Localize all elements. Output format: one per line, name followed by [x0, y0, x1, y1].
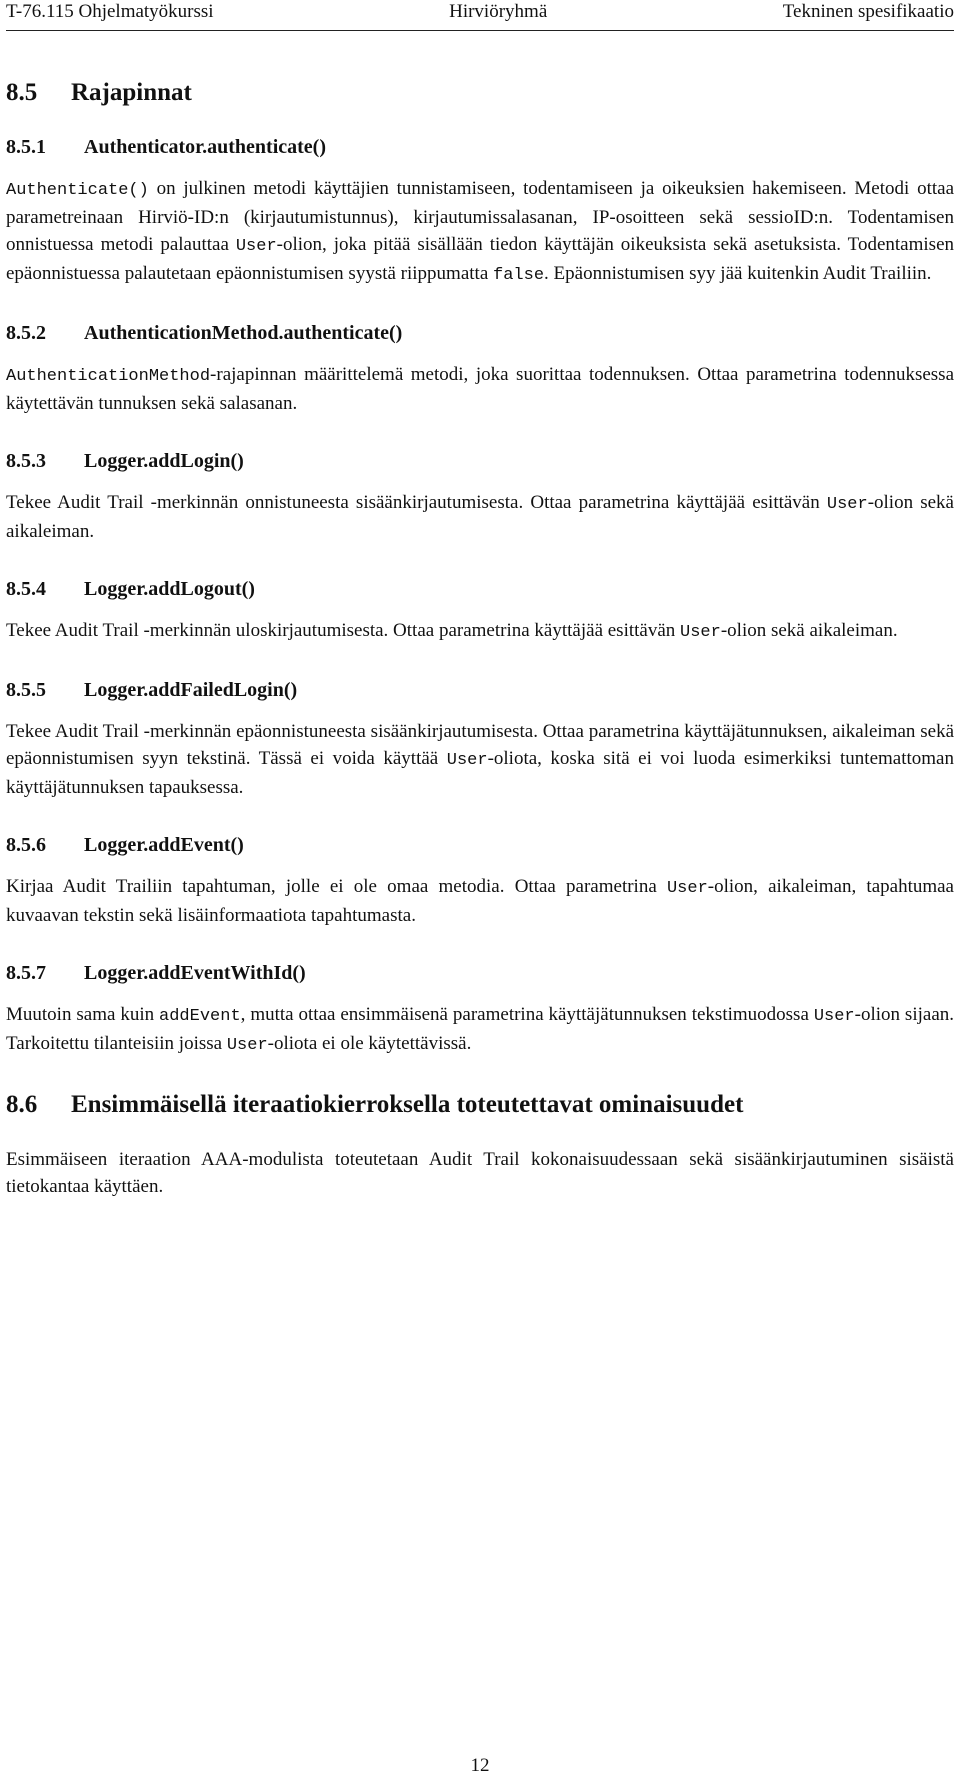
- header-doc-title: Tekninen spesifikaatio: [782, 1, 954, 22]
- text-span: , mutta ottaa ensimmäisenä parametrina käyttäjätunnuksen tekstimuodossa: [240, 1004, 814, 1025]
- subsection-heading: [6, 134, 954, 160]
- paragraph: [6, 175, 954, 289]
- section-heading: [6, 1090, 954, 1120]
- text-span: -oliota ei ole käytettävissä.: [267, 1033, 472, 1054]
- text-span: on julkinen metodi käyttäjien tunnistamiseen, todentamiseen ja oikeuksien hakemiseen. Metodi ottaa parametreinaan Hirviö-ID:n (kirjautumistunnus), kirjautumissalasanan, IP-osoitteen sekä sessioID:n. Todentamisen onnistuessa metodi palauttaa: [6, 178, 954, 255]
- text-span: -olion, aikaleiman, tapahtumaa kuvaavan tekstin sekä lisäinformaatiota tapahtumasta.: [6, 876, 954, 926]
- subsection-title: Logger.addEventWithId(): [84, 962, 306, 984]
- running-header: [6, 0, 954, 28]
- inline-code: User: [235, 237, 277, 256]
- text-span: -olion sijaan. Tarkoitettu tilanteisiin joissa: [6, 1004, 954, 1054]
- subsection-heading: [6, 677, 954, 703]
- paragraph: [6, 361, 954, 417]
- subsection-title: Logger.addLogin(): [84, 450, 244, 472]
- text-span: -oliota, koska sitä ei voi luoda esimerkiksi tuntemattoman käyttäjätunnuksen tapauksessa.: [6, 748, 954, 798]
- paragraph: [6, 617, 954, 646]
- subsection-title: Logger.addEvent(): [84, 834, 244, 856]
- header-group: Hirviöryhmä: [449, 1, 548, 22]
- text-span: Tekee Audit Trail -merkinnän onnistuneesta sisäänkirjautumisesta. Ottaa parametrina käyttäjää esittävän: [6, 492, 827, 513]
- inline-code: User: [826, 495, 868, 514]
- text-span: Tekee Audit Trail -merkinnän uloskirjautumisesta. Ottaa parametrina käyttäjää esittävän: [6, 620, 681, 641]
- header-rule: [6, 30, 954, 31]
- subsection-number: 8.5.2: [6, 322, 46, 344]
- section-number: 8.6: [6, 1091, 38, 1118]
- paragraph: [6, 489, 954, 545]
- subsection-heading: [6, 576, 954, 602]
- inline-code: User: [226, 1036, 268, 1055]
- subsection-heading: [6, 832, 954, 858]
- text-span: . Epäonnistumisen syy jää kuitenkin Audit Trailiin.: [544, 263, 932, 284]
- page-number: 12: [470, 1755, 490, 1776]
- text-span: Esimmäiseen iteraation AAA-modulista toteutetaan Audit Trail kokonaisuudessaan sekä sisäänkirjautuminen sisäistä tietokantaa käyttäen.: [6, 1149, 954, 1197]
- subsection-title: Logger.addLogout(): [84, 578, 255, 600]
- header-course: T-76.115 Ohjelmatyökurssi: [6, 1, 214, 22]
- subsection-number: 8.5.6: [6, 834, 46, 856]
- inline-code: User: [666, 879, 708, 898]
- text-span: Muutoin sama kuin: [6, 1004, 160, 1025]
- inline-code: AuthenticationMethod: [6, 367, 211, 386]
- section-title: Ensimmäisellä iteraatiokierroksella toteutettavat ominaisuudet: [71, 1091, 744, 1118]
- text-span: Kirjaa Audit Trailiin tapahtuman, jolle ei ole omaa metodia. Ottaa parametrina: [6, 876, 667, 897]
- subsection-title: AuthenticationMethod.authenticate(): [84, 322, 403, 344]
- paragraph: [6, 718, 954, 801]
- subsection-title: Logger.addFailedLogin(): [84, 679, 298, 701]
- text-span: -olion sekä aikaleiman.: [6, 492, 954, 542]
- subsection-number: 8.5.1: [6, 136, 46, 158]
- inline-code: Authenticate(): [6, 181, 149, 200]
- inline-code: User: [813, 1007, 855, 1026]
- inline-code: false: [493, 266, 545, 285]
- section-heading: [6, 78, 954, 108]
- text-span: -rajapinnan määrittelemä metodi, joka suorittaa todennuksen. Ottaa parametrina todennuksessa käytettävän tunnuksen sekä salasanan.: [6, 364, 954, 414]
- section-title: Rajapinnat: [71, 79, 192, 106]
- subsection-title: Authenticator.authenticate(): [84, 136, 327, 158]
- paragraph: [6, 873, 954, 929]
- subsection-number: 8.5.5: [6, 679, 46, 701]
- inline-code: addEvent: [159, 1007, 241, 1026]
- text-span: -olion sekä aikaleiman.: [720, 620, 898, 641]
- page-content: [6, 78, 954, 1231]
- paragraph: [6, 1146, 954, 1200]
- subsection-heading: [6, 960, 954, 986]
- section-number: 8.5: [6, 79, 38, 106]
- text-span: Tekee Audit Trail -merkinnän epäonnistuneesta sisäänkirjautumisesta. Ottaa parametrina käyttäjätunnuksen, aikaleiman sekä epäonnistumisen syyn tekstinä. Tässä ei voida käyttää: [6, 721, 954, 769]
- subsection-number: 8.5.4: [6, 578, 46, 600]
- inline-code: User: [446, 751, 488, 770]
- subsection-number: 8.5.3: [6, 450, 46, 472]
- subsection-heading: [6, 448, 954, 474]
- paragraph: [6, 1001, 954, 1059]
- inline-code: User: [680, 623, 721, 642]
- text-span: -olion, joka pitää sisällään tiedon käyttäjän oikeuksista sekä asetuksista. Todentamisen epäonnistuessa palautetaan epäonnistumisen syystä riippumatta: [6, 234, 954, 284]
- subsection-heading: [6, 320, 954, 346]
- subsection-number: 8.5.7: [6, 962, 46, 984]
